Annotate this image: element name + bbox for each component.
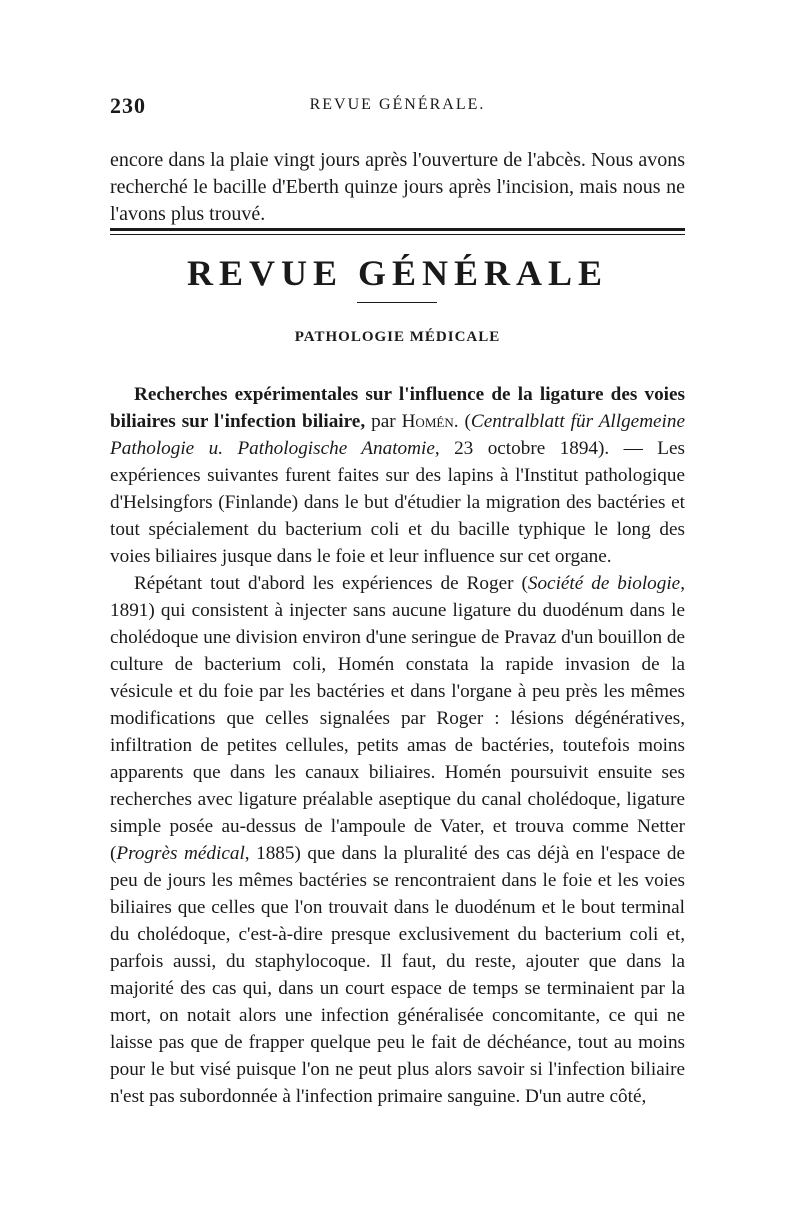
author-prefix: par xyxy=(365,411,402,432)
double-rule-divider xyxy=(110,228,685,235)
p2-text-a: Répétant tout d'abord les expériences de Roger ( xyxy=(134,573,528,594)
article-paragraph-2 xyxy=(110,570,685,1110)
p2-text-c: , 1885) que dans la pluralité des cas déjà en l'espace de peu de jours les mêmes bactéries se rencontraient dans le foie et les voies biliaires que celles que l'on trouvait dans le duodénum et le bout terminal du cholédoque, c'est-à-dire presque exclusivement du bacterium coli et, parfois aussi, du staphylocoque. Il faut, du reste, ajouter que dans la majorité des cas qui, dans un court espace de temps se terminaient par la mort, on notait alors une infection généralisée concomitante, ce qui ne laisse pas que de frapper quelque peu le fait de déchéance, tout au moins pour le but visé puisque l'on ne peut plus alors savoir si l'infection biliaire n'est pas subordonnée à l'infection primaire sanguine. D'un autre côté, xyxy=(110,843,685,1107)
journal-title: Centralblatt für Allgemeine Pathologie u. Pathologische Anatomie xyxy=(110,411,686,459)
article-title: Recherches expérimentales sur l'influence de la ligature des voies biliaires sur l'infection biliaire, xyxy=(110,384,685,432)
reference-progres-medical: Progrès médical xyxy=(116,843,245,864)
reference-societe-biologie: Société de biologie xyxy=(527,573,681,594)
ref-open: ( xyxy=(458,411,471,432)
p2-text-b: , 1891) qui consistent à injecter sans aucune ligature du duodénum dans le cholédoque une division environ d'une seringue de Pravaz d'un bouillon de culture de bacterium coli, Homén constata la rapide invasion de la vésicule et du foie par les bactéries et dans l'organe à peu près les mêmes modifications que celles signalées par Roger : lésions dégénératives, infiltration de petites cellules, petits amas de bactéries, toutefois moins apparents que dans les canaux biliaires. Homén poursuivit ensuite ses recherches avec ligature préalable aseptique du canal cholédoque, ligature simple posée au-dessus de l'ampoule de Vater, et trouva comme Netter ( xyxy=(110,573,685,864)
article-body xyxy=(110,381,685,1110)
article-paragraph-1 xyxy=(110,381,685,570)
running-title: REVUE GÉNÉRALE. xyxy=(309,96,486,113)
intro-text: Les expériences suivantes furent faites sur des lapins à l'Institut pathologique d'Helsingfors (Finlande) dans le but d'étudier la migration des bactéries et tout spécialement du bacterium coli et du bacille typhique le long des voies biliaires jusque dans le foie et leur influence sur cet organe. xyxy=(110,438,685,567)
ref-date: , 23 octobre 1894). — xyxy=(434,438,658,459)
page-number: 230 xyxy=(110,93,146,118)
subsection-title: PATHOLOGIE MÉDICALE xyxy=(294,329,501,345)
section-title: REVUE GÉNÉRALE xyxy=(186,253,609,293)
article-author: Homén. xyxy=(401,411,459,432)
carryover-paragraph: encore dans la plaie vingt jours après l'ouverture de l'abcès. Nous avons recherché le bacille d'Eberth quinze jours après l'incision, mais nous ne l'avons plus trouvé. xyxy=(110,149,685,225)
short-rule-divider xyxy=(357,302,437,303)
running-head xyxy=(110,93,685,121)
